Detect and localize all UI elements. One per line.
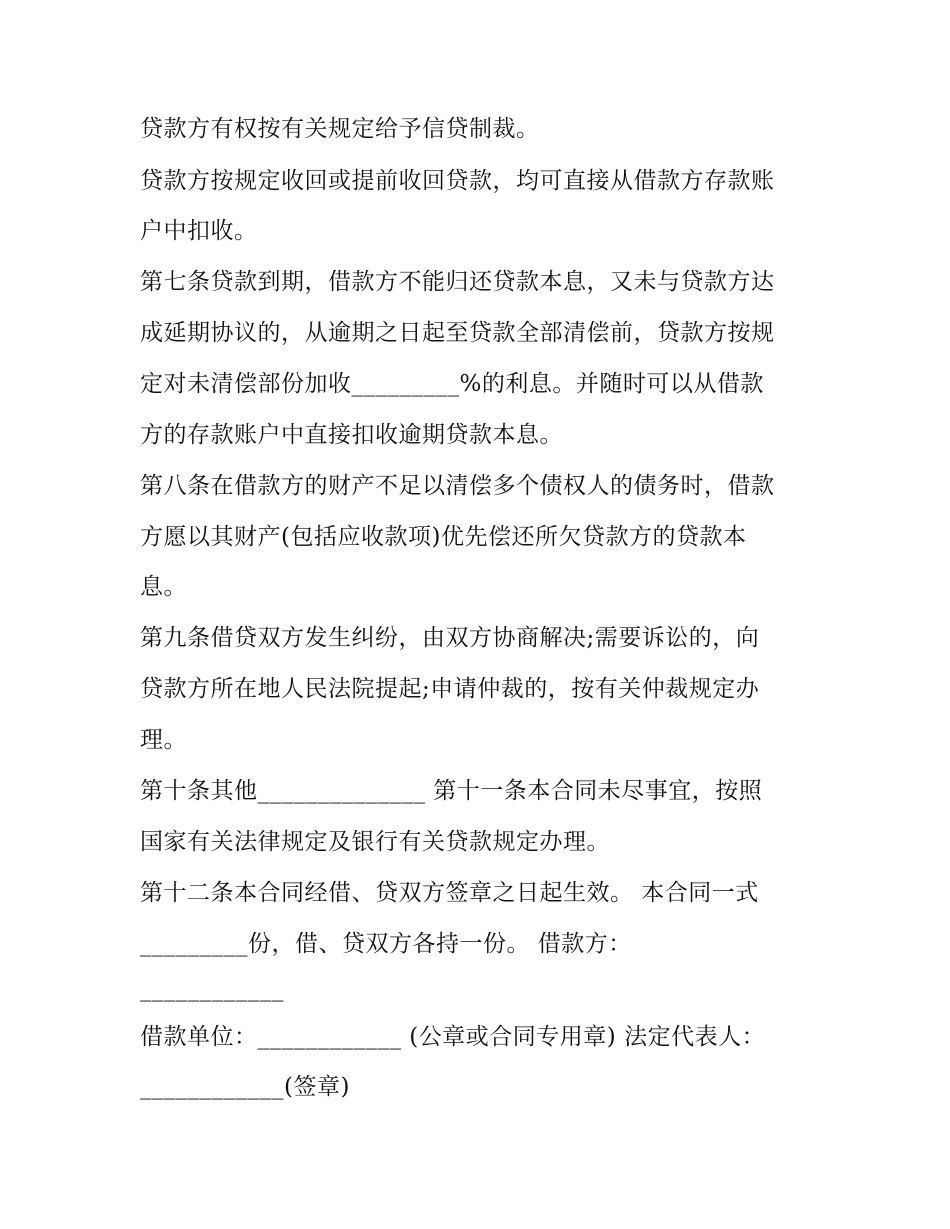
text-line: ____________(签章) — [140, 1074, 350, 1100]
text-line: 贷款方按规定收回或提前收回贷款，均可直接从借款方存款账 — [140, 168, 775, 194]
text-line: 贷款方有权按有关规定给予信贷制裁。 — [140, 116, 540, 142]
text-line: 第八条在借款方的财产不足以清偿多个债权人的债务时，借款 — [140, 473, 775, 499]
text-line: ____________ — [140, 976, 284, 1002]
text-line: 方愿以其财产(包括应收款项)优先偿还所欠贷款方的贷款本 — [140, 524, 747, 550]
text-line: 第七条贷款到期，借款方不能归还贷款本息，又未与贷款方达 — [140, 269, 775, 295]
text-line: 定对未清偿部份加收_________%的利息。并随时可以从借款 — [140, 371, 764, 397]
text-line: 理。 — [140, 727, 187, 753]
text-line: 方的存款账户中直接扣收逾期贷款本息。 — [140, 422, 563, 448]
text-line: 第九条借贷双方发生纠纷，由双方协商解决;需要诉讼的，向 — [140, 625, 760, 651]
text-line: _________份，借、贷双方各持一份。 借款方： — [140, 931, 632, 957]
text-line: 第十条其他______________ 第十一条本合同未尽事宜，按照 — [140, 778, 763, 804]
text-line: 贷款方所在地人民法院提起;申请仲裁的，按有关仲裁规定办 — [140, 676, 760, 702]
text-line: 息。 — [140, 574, 187, 600]
text-line: 户中扣收。 — [140, 218, 258, 244]
text-line: 成延期协议的，从逾期之日起至贷款全部清偿前，贷款方按规 — [140, 320, 775, 346]
text-line: 第十二条本合同经借、贷双方签章之日起生效。 本合同一式 — [140, 880, 759, 906]
text-line: 借款单位：____________ (公章或合同专用章) 法定代表人： — [140, 1024, 766, 1050]
text-line: 国家有关法律规定及银行有关贷款规定办理。 — [140, 829, 610, 855]
